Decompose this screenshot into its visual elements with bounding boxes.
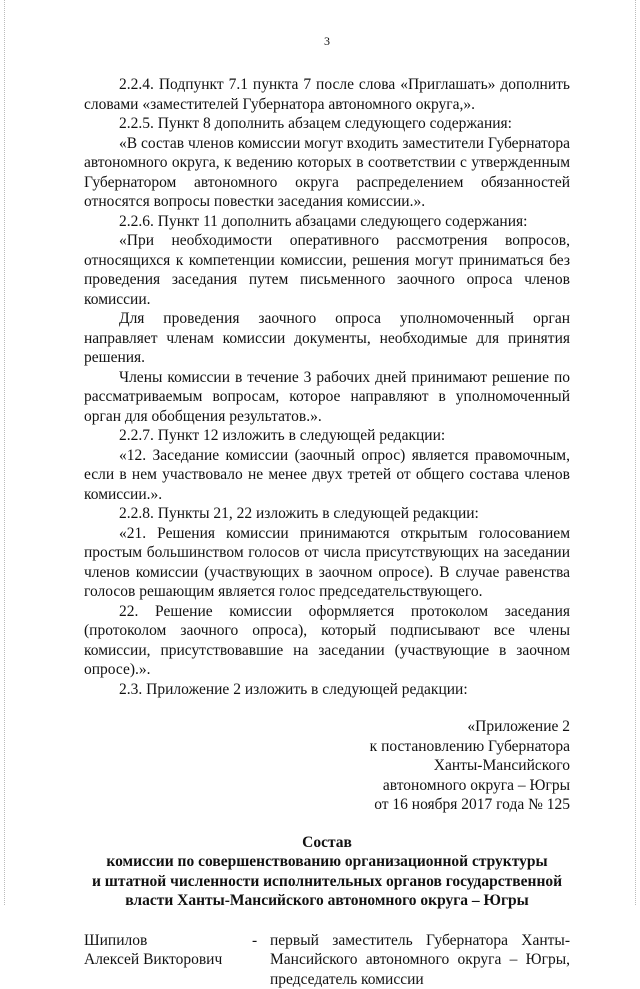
member-given-name: Алексей Викторович [84,950,252,970]
composition-title [84,833,570,911]
appendix-header [319,717,570,815]
member-row [84,931,570,989]
appendix-line: к постановлению Губернатора [319,737,570,757]
paragraph-2-2-8: 2.2.8. Пункты 21, 22 изложить в следующей редакции: [84,504,570,524]
member-name [84,931,252,989]
appendix-line: от 16 ноября 2017 года № 125 [319,795,570,815]
paragraph-quote-clause-11-b: Для проведения заочного опроса уполномоченный орган направляет членам комиссии документы, необходимые для принятия решения. [84,309,570,368]
title-line: власти Ханты-Мансийского автономного округа – Югры [84,891,570,911]
member-surname: Шипилов [84,931,252,951]
appendix-line: автономного округа – Югры [319,776,570,796]
paragraph-quote-clause-11-c: Члены комиссии в течение 3 рабочих дней принимают решение по рассматриваемым вопросам, которое направляют в уполномоченный орган для обобщения результатов.». [84,368,570,427]
paragraph-quote-clause-21: «21. Решения комиссии принимаются открытым голосованием простым большинством голосов от числа присутствующих на заседании членов комиссии (участвующих в заочном опросе). В случае равенства голосов решающим является голос председательствующего. [84,524,570,602]
member-dash: - [252,931,270,989]
paragraph-2-2-7: 2.2.7. Пункт 12 изложить в следующей редакции: [84,426,570,446]
title-line: Состав [84,833,570,853]
title-line: и штатной численности исполнительных органов государственной [84,872,570,892]
appendix-line: Ханты-Мансийского [319,756,570,776]
page-number: 3 [84,34,570,49]
document-body [84,75,570,699]
paragraph-quote-clause-22: 22. Решение комиссии оформляется протоколом заседания (протоколом заочного опроса), который подписывают все члены комиссии, присутствовавшие на заседании (участвующие в заочном опросе).». [84,602,570,680]
paragraph-2-2-4: 2.2.4. Подпункт 7.1 пункта 7 после слова «Приглашать» дополнить словами «заместителей Губернатора автономного округа,». [84,75,570,114]
paragraph-quote-clause-11-a: «При необходимости оперативного рассмотрения вопросов, относящихся к компетенции комиссии, решения могут приниматься без проведения заседания путем письменного заочного опроса членов комиссии. [84,231,570,309]
paragraph-2-2-6: 2.2.6. Пункт 11 дополнить абзацами следующего содержания: [84,212,570,232]
member-role: первый заместитель Губернатора Ханты-Мансийского автономного округа – Югры, председатель комиссии [270,931,570,989]
paragraph-2-2-5: 2.2.5. Пункт 8 дополнить абзацем следующего содержания: [84,114,570,134]
paragraph-quote-clause-8: «В состав членов комиссии могут входить заместители Губернатора автономного округа, к ведению которых в соответствии с утвержденным Губернатором автономного округа распределением обязанностей относятся вопросы повестки заседания комиссии.». [84,134,570,212]
appendix-line: «Приложение 2 [319,717,570,737]
paragraph-quote-clause-12: «12. Заседание комиссии (заочный опрос) является правомочным, если в нем участвовало не менее двух третей от общего состава членов комиссии.». [84,446,570,505]
paragraph-2-3: 2.3. Приложение 2 изложить в следующей редакции: [84,680,570,700]
title-line: комиссии по совершенствованию организационной структуры [84,852,570,872]
